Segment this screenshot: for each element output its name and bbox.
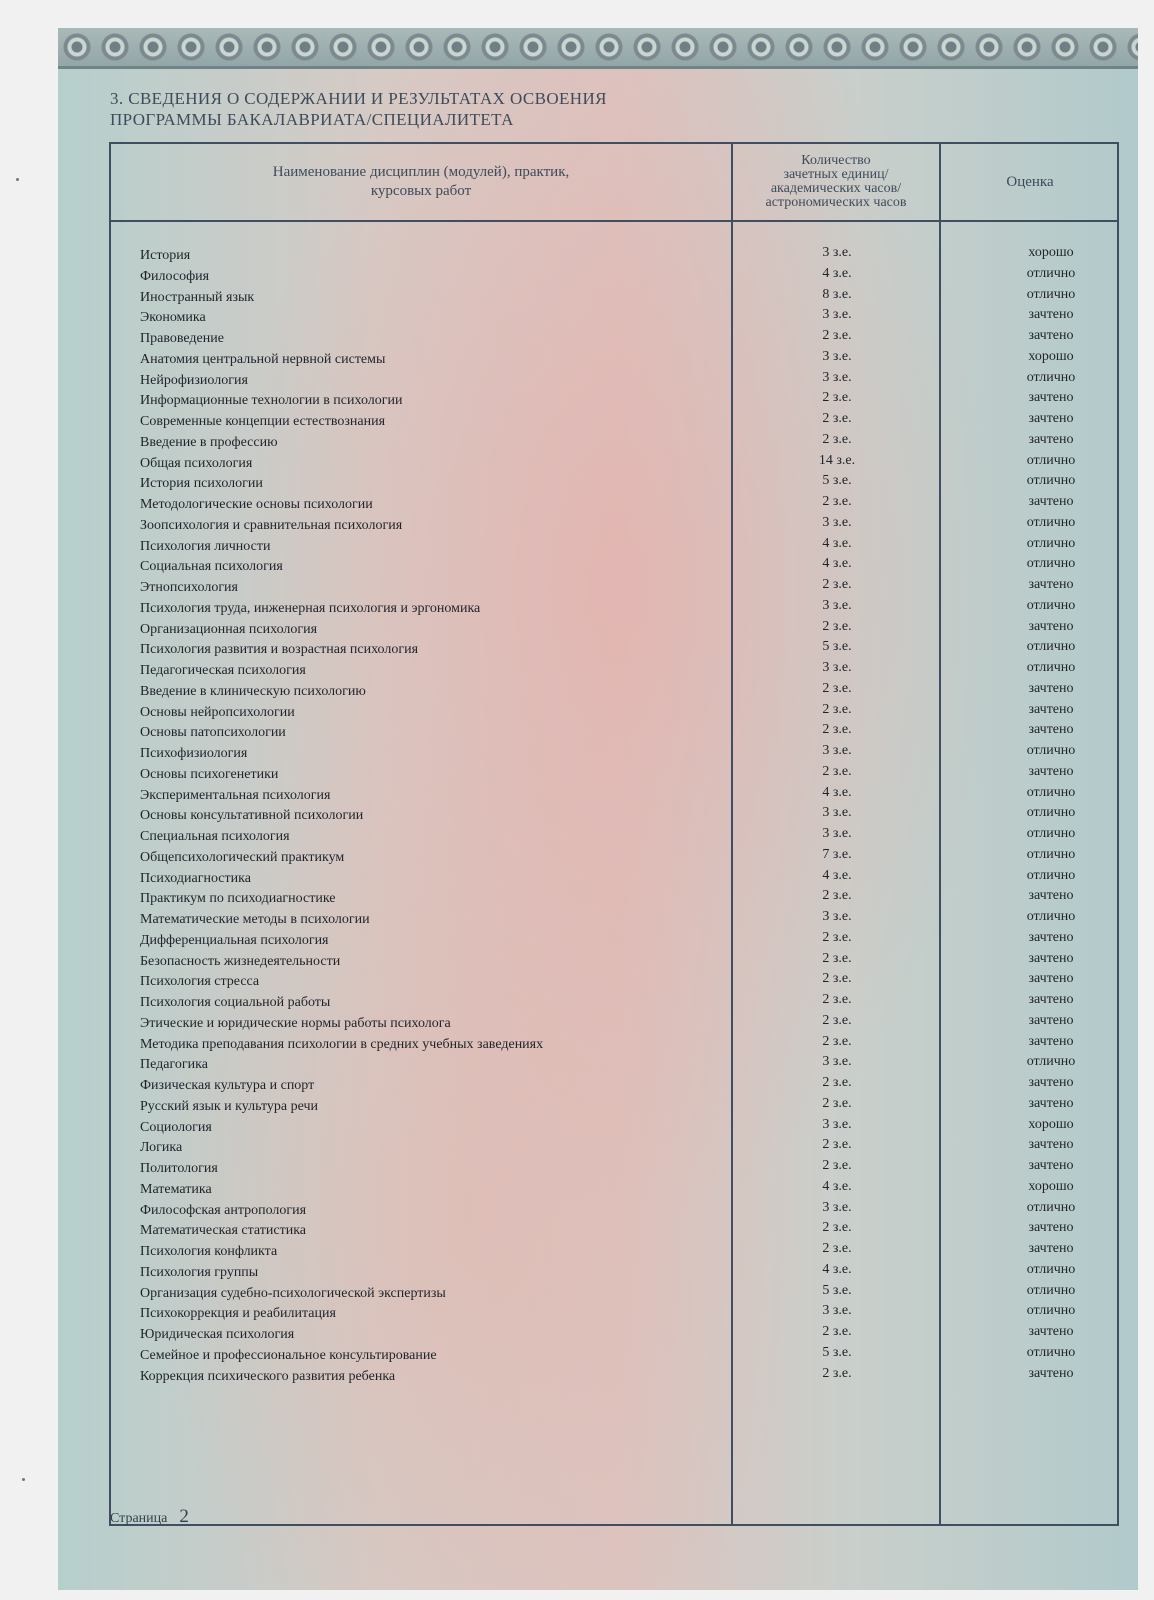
- discipline-name: Дифференциальная психология: [140, 932, 329, 948]
- discipline-name: Педагогика: [140, 1057, 208, 1073]
- table-row: [111, 1344, 1117, 1369]
- discipline-name: Введение в клиническую психологию: [140, 683, 366, 699]
- grade-value: зачтено: [1028, 763, 1074, 779]
- table-row: [111, 1241, 1117, 1265]
- discipline-name: Экономика: [140, 310, 206, 326]
- table-row: [111, 1282, 1117, 1307]
- grade-value: отлично: [1026, 265, 1076, 281]
- credits-value: 4 з.е.: [822, 265, 852, 281]
- credits-value: 5 з.е.: [822, 1282, 852, 1298]
- credits-value: 4 з.е.: [822, 867, 852, 883]
- table-row: [111, 784, 1117, 809]
- table-row: [111, 826, 1117, 850]
- table-row: [111, 1303, 1117, 1327]
- discipline-name: Организационная психология: [140, 621, 318, 637]
- table-row: [111, 390, 1117, 414]
- credits-value: 2 з.е.: [822, 992, 852, 1007]
- discipline-name: Этнопсихология: [140, 580, 238, 595]
- discipline-name: История психологии: [140, 476, 263, 492]
- credits-value: 3 з.е.: [822, 1199, 852, 1215]
- grade-value: зачтено: [1028, 1241, 1074, 1256]
- table-row: [111, 473, 1117, 497]
- discipline-name: Социальная психология: [140, 559, 283, 575]
- credits-value: 2 з.е.: [822, 390, 852, 406]
- credits-value: 3 з.е.: [822, 1054, 852, 1070]
- credits-value: 3 з.е.: [822, 743, 852, 758]
- credits-value: 2 з.е.: [822, 1075, 852, 1090]
- table-row: [111, 494, 1117, 518]
- header-text: зачетных единиц/: [783, 167, 889, 182]
- table-row: [111, 1324, 1117, 1348]
- credits-value: 8 з.е.: [822, 286, 852, 302]
- table-row: [111, 1178, 1117, 1203]
- grade-value: отлично: [1026, 909, 1076, 924]
- discipline-name: Современные концепции естествознания: [140, 414, 386, 429]
- table-row: [111, 307, 1117, 331]
- grade-value: хорошо: [1028, 1116, 1074, 1132]
- header-text: академических часов/: [770, 181, 902, 196]
- grade-value: отлично: [1026, 535, 1076, 551]
- table-row: [111, 348, 1117, 373]
- grade-value: отлично: [1026, 805, 1076, 821]
- table-row: [111, 1054, 1117, 1078]
- grade-value: зачтено: [1028, 701, 1074, 717]
- discipline-name: Психокоррекция и реабилитация: [140, 1306, 336, 1322]
- grade-value: зачтено: [1028, 888, 1074, 904]
- discipline-name: Юридическая психология: [140, 1327, 295, 1342]
- table-row: [111, 867, 1117, 892]
- table-row: [111, 1137, 1117, 1161]
- discipline-name: Физическая культура и спорт: [140, 1078, 315, 1093]
- table-row: [111, 929, 1117, 954]
- page-footer: [110, 1506, 189, 1528]
- credits-value: 2 з.е.: [822, 1365, 852, 1381]
- credits-value: 3 з.е.: [822, 348, 852, 364]
- discipline-name: Математические методы в психологии: [140, 912, 370, 927]
- grade-value: отлично: [1026, 1344, 1076, 1360]
- discipline-name: Общая психология: [140, 455, 253, 471]
- grade-value: отлично: [1026, 473, 1076, 489]
- grade-value: зачтено: [1028, 1075, 1074, 1090]
- grade-value: хорошо: [1028, 1178, 1074, 1194]
- discipline-name: Иностранный язык: [140, 289, 255, 305]
- discipline-name: Анатомия центральной нервной системы: [140, 351, 386, 367]
- table-row: [111, 888, 1117, 912]
- discipline-name: Общепсихологический практикум: [140, 849, 345, 865]
- credits-value: 2 з.е.: [822, 763, 852, 779]
- credits-value: 4 з.е.: [822, 1178, 852, 1194]
- grade-value: зачтено: [1028, 722, 1074, 738]
- table-row: [111, 431, 1117, 456]
- discipline-name: Методика преподавания психологии в средних учебных заведениях: [140, 1036, 544, 1052]
- page-number: 2: [179, 1506, 189, 1527]
- grade-value: отлично: [1026, 286, 1076, 302]
- grade-value: зачтено: [1028, 1365, 1074, 1381]
- credits-value: 2 з.е.: [822, 1324, 852, 1339]
- discipline-name: Безопасность жизнедеятельности: [140, 953, 341, 969]
- scan-speck: [22, 1478, 25, 1481]
- column-header-credits: [733, 144, 939, 220]
- discipline-name: Нейрофизиология: [140, 372, 248, 388]
- credits-value: 3 з.е.: [822, 660, 852, 675]
- discipline-name: Логика: [140, 1140, 183, 1156]
- grade-value: отлично: [1026, 826, 1076, 841]
- header-text: астрономических часов: [765, 195, 907, 210]
- credits-value: 4 з.е.: [822, 784, 852, 800]
- table-row: [111, 743, 1117, 767]
- discipline-name: Психология группы: [140, 1264, 259, 1280]
- discipline-name: Основы психогенетики: [140, 766, 279, 782]
- table-row: [111, 1220, 1117, 1244]
- credits-value: 2 з.е.: [822, 722, 852, 738]
- table-row: [111, 535, 1117, 560]
- scan-speck: [16, 178, 19, 181]
- table-row: [111, 1365, 1117, 1390]
- grade-value: зачтено: [1028, 431, 1074, 447]
- section-title-line-1: 3. СВЕДЕНИЯ О СОДЕРЖАНИИ И РЕЗУЛЬТАТАХ ОСВОЕНИЯ: [110, 89, 607, 108]
- discipline-name: Специальная психология: [140, 829, 290, 844]
- table-row: [111, 660, 1117, 684]
- grade-value: зачтено: [1028, 1220, 1074, 1236]
- discipline-name: Психология личности: [140, 538, 271, 554]
- results-table: [109, 142, 1119, 1526]
- discipline-name: Математика: [140, 1181, 212, 1197]
- discipline-name: Организация судебно-психологической экспертизы: [140, 1285, 446, 1301]
- grade-value: отлично: [1026, 597, 1076, 613]
- discipline-name: Психология развития и возрастная психология: [140, 642, 419, 658]
- grade-value: отлично: [1026, 639, 1076, 655]
- table-row: [111, 1261, 1117, 1286]
- grade-value: зачтено: [1028, 1033, 1074, 1049]
- credits-value: 3 з.е.: [822, 245, 852, 260]
- discipline-name: Семейное и профессиональное консультирование: [140, 1347, 437, 1363]
- discipline-name: Экспериментальная психология: [140, 787, 331, 803]
- credits-value: 5 з.е.: [822, 473, 852, 489]
- table-row: [111, 369, 1117, 394]
- credits-value: 3 з.е.: [822, 1116, 852, 1132]
- document-page: [58, 28, 1138, 1590]
- discipline-name: История: [140, 248, 191, 263]
- table-row: [111, 763, 1117, 788]
- credits-value: 2 з.е.: [822, 888, 852, 904]
- table-row: [111, 1075, 1117, 1099]
- page-label: Страница: [110, 1511, 168, 1526]
- discipline-name: Правоведение: [140, 331, 224, 346]
- border-divider: [58, 66, 1138, 69]
- grade-value: зачтено: [1028, 1158, 1074, 1173]
- table-row: [111, 328, 1117, 352]
- table-row: [111, 680, 1117, 705]
- credits-value: 2 з.е.: [822, 1220, 852, 1236]
- table-row: [111, 701, 1117, 726]
- credits-value: 2 з.е.: [822, 929, 852, 945]
- discipline-name: Коррекция психического развития ребенка: [140, 1368, 396, 1384]
- credits-value: 5 з.е.: [822, 639, 852, 655]
- discipline-name: Методологические основы психологии: [140, 497, 373, 512]
- table-row: [111, 597, 1117, 622]
- credits-value: 2 з.е.: [822, 1012, 852, 1028]
- discipline-name: Математическая статистика: [140, 1223, 307, 1239]
- table-row: [111, 618, 1117, 643]
- grade-value: отлично: [1026, 514, 1076, 530]
- table-row: [111, 411, 1117, 435]
- section-title-line-2: ПРОГРАММЫ БАКАЛАВРИАТА/СПЕЦИАЛИТЕТА: [110, 110, 514, 129]
- credits-value: 2 з.е.: [822, 618, 852, 634]
- column-header-discipline: [111, 144, 731, 220]
- grade-value: зачтено: [1028, 328, 1074, 343]
- credits-value: 4 з.е.: [822, 1261, 852, 1277]
- credits-value: 2 з.е.: [822, 1241, 852, 1256]
- discipline-name: Политология: [140, 1161, 218, 1176]
- grade-value: зачтено: [1028, 929, 1074, 945]
- credits-value: 2 з.е.: [822, 950, 852, 966]
- grade-value: отлично: [1026, 743, 1076, 758]
- credits-value: 7 з.е.: [822, 846, 852, 862]
- column-header-grade: Оценка: [1006, 173, 1054, 190]
- credits-value: 2 з.е.: [822, 494, 852, 509]
- grade-value: отлично: [1026, 1054, 1076, 1070]
- credits-value: 2 з.е.: [822, 680, 852, 696]
- header-text: курсовых работ: [370, 183, 472, 199]
- discipline-name: Философская антропология: [140, 1202, 307, 1218]
- grade-value: отлично: [1026, 1199, 1076, 1215]
- credits-value: 2 з.е.: [822, 577, 852, 592]
- table-row: [111, 909, 1117, 933]
- grade-value: зачтено: [1028, 390, 1074, 406]
- credits-value: 3 з.е.: [822, 826, 852, 841]
- decorative-border-band: [58, 28, 1138, 66]
- credits-value: 2 з.е.: [822, 431, 852, 447]
- table-row: [111, 1116, 1117, 1141]
- discipline-name: Психофизиология: [140, 746, 248, 761]
- credits-value: 14 з.е.: [818, 452, 856, 468]
- credits-value: 2 з.е.: [822, 701, 852, 717]
- grade-value: отлично: [1026, 556, 1076, 572]
- discipline-name: Информационные технологии в психологии: [140, 393, 403, 409]
- table-row: [111, 722, 1117, 746]
- grade-value: отлично: [1026, 369, 1076, 385]
- table-row: [111, 514, 1117, 539]
- credits-value: 2 з.е.: [822, 1095, 852, 1111]
- grade-value: зачтено: [1028, 992, 1074, 1007]
- credits-value: 2 з.е.: [822, 1158, 852, 1173]
- table-row: [111, 1012, 1117, 1037]
- grade-value: зачтено: [1028, 971, 1074, 987]
- grade-value: отлично: [1026, 784, 1076, 800]
- discipline-name: Философия: [140, 268, 210, 284]
- grade-value: хорошо: [1028, 245, 1074, 260]
- table-row: [111, 286, 1117, 311]
- grade-value: отлично: [1026, 1282, 1076, 1298]
- grade-value: зачтено: [1028, 577, 1074, 592]
- credits-value: 3 з.е.: [822, 909, 852, 924]
- grade-value: зачтено: [1028, 307, 1074, 323]
- discipline-name: Введение в профессию: [140, 434, 278, 450]
- grade-value: отлично: [1026, 660, 1076, 675]
- table-row: [111, 265, 1117, 290]
- discipline-name: Социология: [140, 1119, 212, 1135]
- grade-value: зачтено: [1028, 1137, 1074, 1153]
- discipline-name: Этические и юридические нормы работы психолога: [140, 1015, 451, 1031]
- credits-value: 3 з.е.: [822, 1303, 852, 1319]
- table-row: [111, 805, 1117, 829]
- discipline-name: Психология труда, инженерная психология и эргономика: [140, 600, 481, 616]
- table-row: [111, 1199, 1117, 1224]
- credits-value: 2 з.е.: [822, 971, 852, 987]
- header-divider: [111, 220, 1117, 222]
- section-title: [110, 88, 810, 130]
- discipline-name: Педагогическая психология: [140, 663, 306, 678]
- grade-value: зачтено: [1028, 1095, 1074, 1111]
- discipline-name: Психодиагностика: [140, 870, 251, 886]
- grade-value: зачтено: [1028, 950, 1074, 966]
- credits-value: 4 з.е.: [822, 535, 852, 551]
- header-text: Наименование дисциплин (модулей), практик,: [272, 164, 570, 180]
- grade-value: отлично: [1026, 1303, 1076, 1319]
- credits-value: 2 з.е.: [822, 411, 852, 426]
- grade-value: зачтено: [1028, 494, 1074, 509]
- table-row: [111, 639, 1117, 663]
- credits-value: 2 з.е.: [822, 1137, 852, 1153]
- table-row: [111, 992, 1117, 1016]
- grade-value: зачтено: [1028, 1324, 1074, 1339]
- credits-value: 3 з.е.: [822, 307, 852, 323]
- grade-value: отлично: [1026, 452, 1076, 468]
- grade-value: зачтено: [1028, 618, 1074, 634]
- credits-value: 4 з.е.: [822, 556, 852, 572]
- table-row: [111, 1095, 1117, 1120]
- grade-value: зачтено: [1028, 411, 1074, 426]
- grade-value: зачтено: [1028, 680, 1074, 696]
- header-text: Количество: [801, 153, 871, 168]
- table-row: [111, 452, 1117, 477]
- table-body: [111, 245, 1117, 1389]
- discipline-name: Психология стресса: [140, 974, 260, 990]
- discipline-name: Зоопсихология и сравнительная психология: [140, 517, 403, 533]
- table-row: [111, 971, 1117, 995]
- grade-value: зачтено: [1028, 1012, 1074, 1028]
- table-row: [111, 245, 1117, 269]
- credits-value: 3 з.е.: [822, 597, 852, 613]
- table-row: [111, 1158, 1117, 1182]
- credits-value: 2 з.е.: [822, 328, 852, 343]
- table-row: [111, 1033, 1117, 1058]
- discipline-name: Основы патопсихологии: [140, 725, 286, 741]
- credits-value: 3 з.е.: [822, 369, 852, 385]
- discipline-name: Основы нейропсихологии: [140, 704, 295, 720]
- discipline-name: Основы консультативной психологии: [140, 808, 364, 824]
- table-row: [111, 556, 1117, 580]
- grade-value: отлично: [1026, 867, 1076, 883]
- discipline-name: Практикум по психодиагностике: [140, 891, 336, 907]
- credits-value: 3 з.е.: [822, 805, 852, 821]
- discipline-name: Психология конфликта: [140, 1244, 278, 1259]
- grade-value: отлично: [1026, 846, 1076, 862]
- discipline-name: Психология социальной работы: [140, 995, 331, 1010]
- table-row: [111, 577, 1117, 601]
- table-row: [111, 950, 1117, 975]
- grade-value: отлично: [1026, 1261, 1076, 1277]
- credits-value: 3 з.е.: [822, 514, 852, 530]
- discipline-name: Русский язык и культура речи: [140, 1098, 319, 1114]
- table-row: [111, 846, 1117, 871]
- grade-value: хорошо: [1028, 348, 1074, 364]
- credits-value: 2 з.е.: [822, 1033, 852, 1049]
- credits-value: 5 з.е.: [822, 1344, 852, 1360]
